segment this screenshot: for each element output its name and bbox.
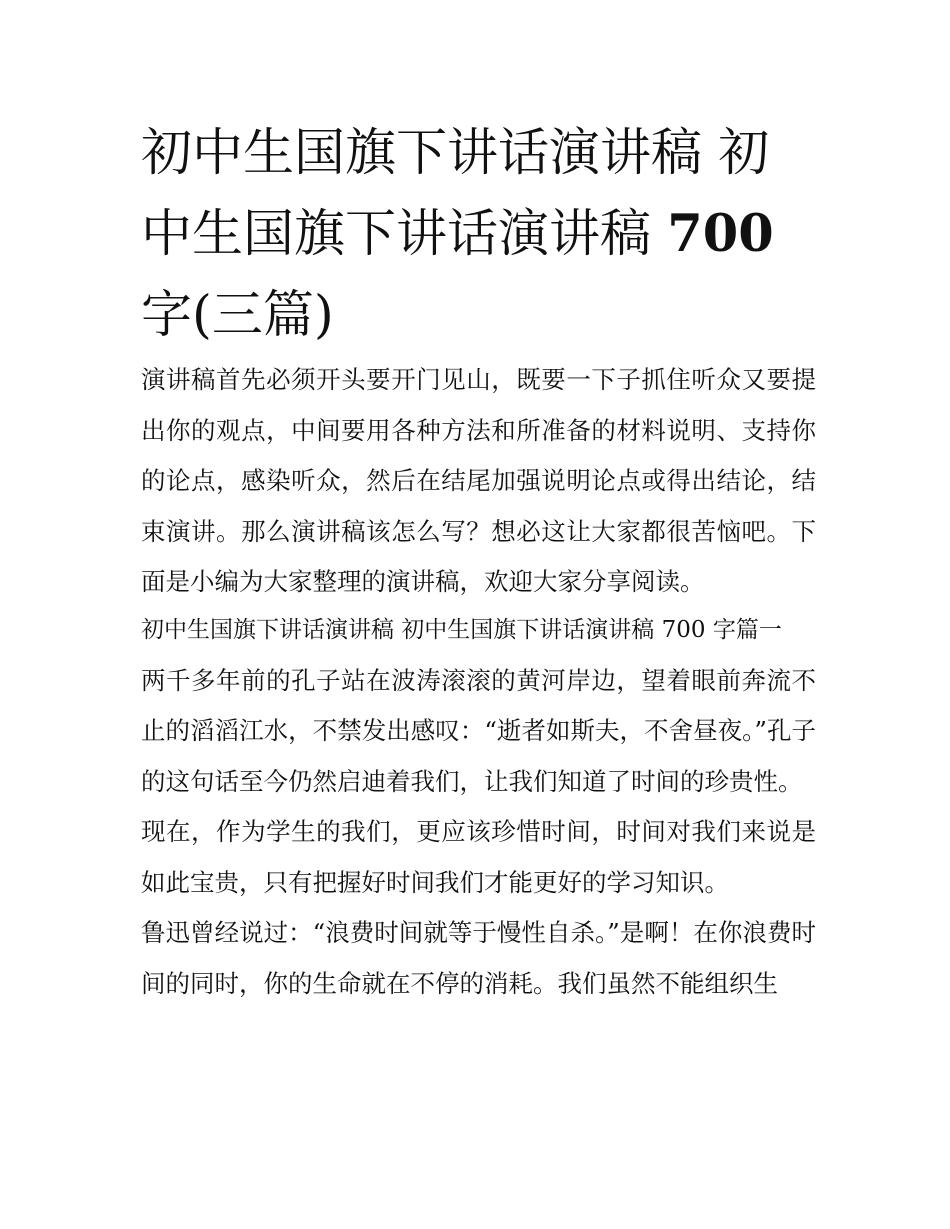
document-body (141, 355, 816, 1009)
section-heading: 初中生国旗下讲话演讲稿 初中生国旗下讲话演讲稿 700 字篇一 (141, 616, 782, 643)
body-paragraph: 现在，作为学生的我们，更应该珍惜时间，时间对我们来说是如此宝贵，只有把握好时间我们才能更好的学习知识。 (141, 817, 816, 897)
body-paragraph: 两千多年前的孔子站在波涛滚滚的黄河岸边，望着眼前奔流不止的滔滔江水，不禁发出感叹：“逝者如斯夫，不舍昼夜。”孔子的这句话至今仍然启迪着我们，让我们知道了时间的珍贵性。 (141, 665, 816, 796)
document-title (141, 113, 816, 356)
title-text-part2: 字(三篇) (141, 286, 334, 345)
title-number: 700 (667, 204, 774, 264)
title-text-part1: 初中生国旗下讲话演讲稿 初中生国旗下讲话演讲稿 (141, 124, 770, 264)
intro-paragraph: 演讲稿首先必须开头要开门见山，既要一下子抓住听众又要提出你的观点，中间要用各种方法和所准备的材料说明、支持你的论点，感染听众，然后在结尾加强说明论点或得出结论，结束演讲。那么演讲稿该怎么写？想必这让大家都很苦恼吧。下面是小编为大家整理的演讲稿，欢迎大家分享阅读。 (141, 365, 816, 596)
body-paragraph: 鲁迅曾经说过：“浪费时间就等于慢性自杀。”是啊！在你浪费时间的同时，你的生命就在不停的消耗。我们虽然不能组织生 (141, 918, 816, 998)
